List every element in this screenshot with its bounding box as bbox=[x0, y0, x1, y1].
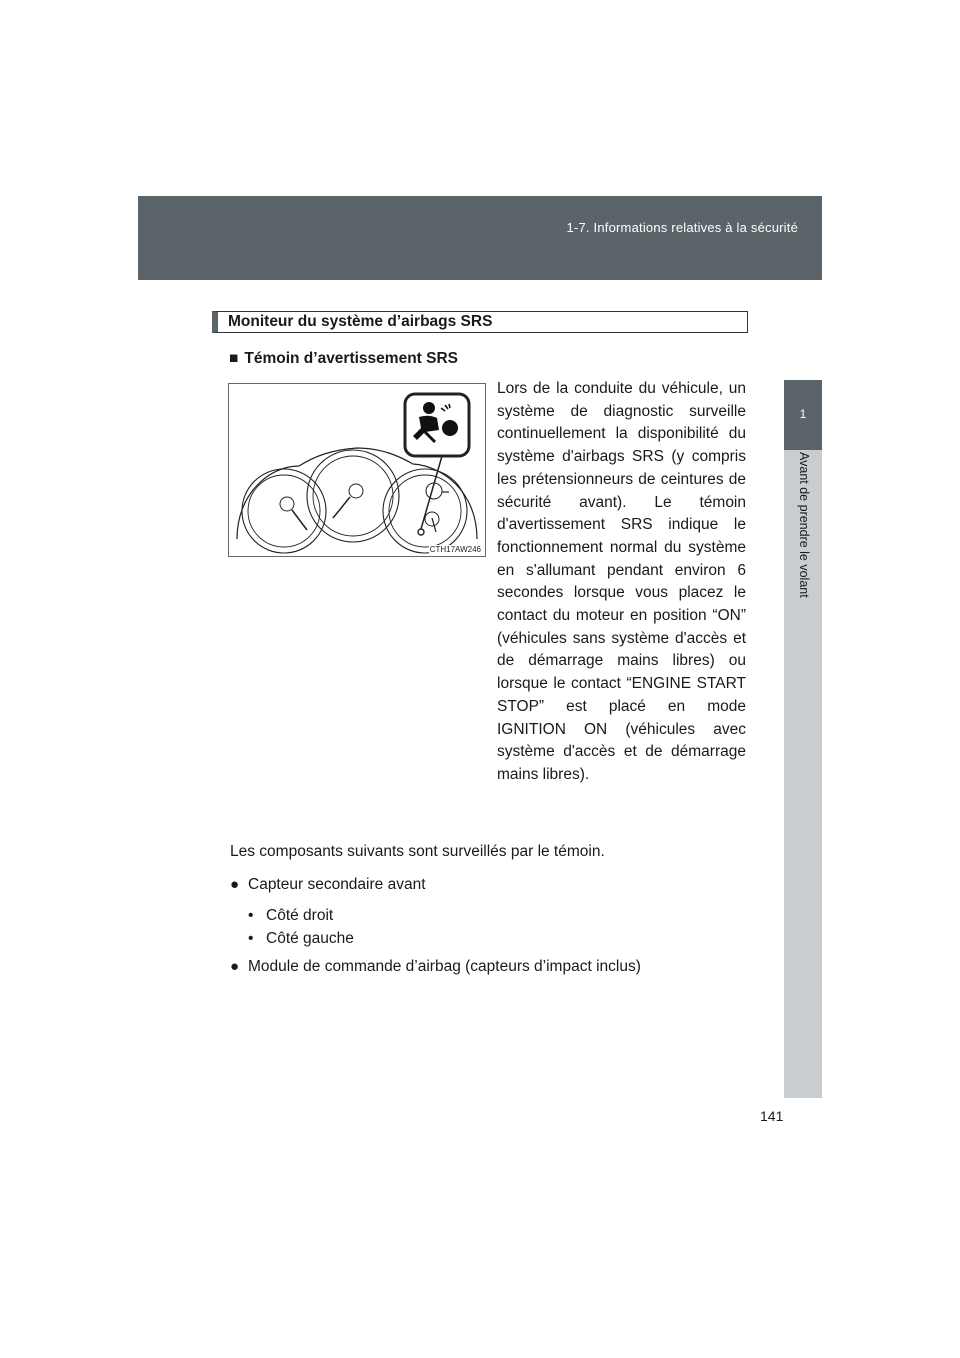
box-heading: Moniteur du système d’airbags SRS bbox=[212, 311, 748, 333]
instrument-cluster-illustration bbox=[229, 384, 485, 556]
bullet-text: Capteur secondaire avant bbox=[248, 876, 426, 893]
intro-paragraph bbox=[230, 843, 750, 861]
chapter-number: 1 bbox=[799, 407, 807, 421]
chapter-label: Avant de prendre le volant bbox=[797, 452, 811, 598]
bullet-marker: ● bbox=[230, 958, 240, 975]
instrument-cluster-figure bbox=[228, 383, 486, 557]
sub-marker: • bbox=[248, 930, 254, 947]
page-number: 141 bbox=[760, 1108, 784, 1124]
bullet-item bbox=[230, 958, 641, 976]
sub-marker: • bbox=[248, 907, 254, 924]
intro-text: Les composants suivants sont surveillés par le témoin. bbox=[230, 843, 605, 860]
sub-item-text: Côté droit bbox=[266, 907, 334, 924]
section-title: 1-7. Informations relatives à la sécurité bbox=[566, 220, 798, 235]
subheading-text: Témoin d’avertissement SRS bbox=[244, 350, 458, 367]
bullet-marker: ● bbox=[230, 876, 240, 893]
header-band bbox=[138, 196, 822, 280]
figure-code: CTH17AW246 bbox=[429, 545, 481, 554]
side-paragraph: Lors de la conduite du véhicule, un système de diagnostic surveille continuellement la disponibilité du système d'airbags SRS (y compris les prétensionneurs de ceintures de sécurité avant). Le témoin d'avertissement SRS indique le fonctionnement normal du système en s'allumant pendant environ 6 secondes lorsque vous placez le contact du moteur en position “ON” (véhicules sans système d'accès et de démarrage mains libres) ou lorsque le contact “ENGINE START STOP” est placé en mode IGNITION ON (véhicules avec système d'accès et de démarrage mains libres). bbox=[497, 380, 746, 783]
chapter-tab bbox=[784, 380, 822, 450]
sub-heading bbox=[229, 350, 458, 368]
subheading-marker: ■ bbox=[229, 350, 239, 367]
sub-item-text: Côté gauche bbox=[266, 930, 354, 947]
sub-item bbox=[248, 930, 354, 948]
bullet-item bbox=[230, 876, 426, 894]
bullet-text: Module de commande d’airbag (capteurs d’impact inclus) bbox=[248, 958, 641, 975]
sub-item bbox=[248, 907, 333, 925]
